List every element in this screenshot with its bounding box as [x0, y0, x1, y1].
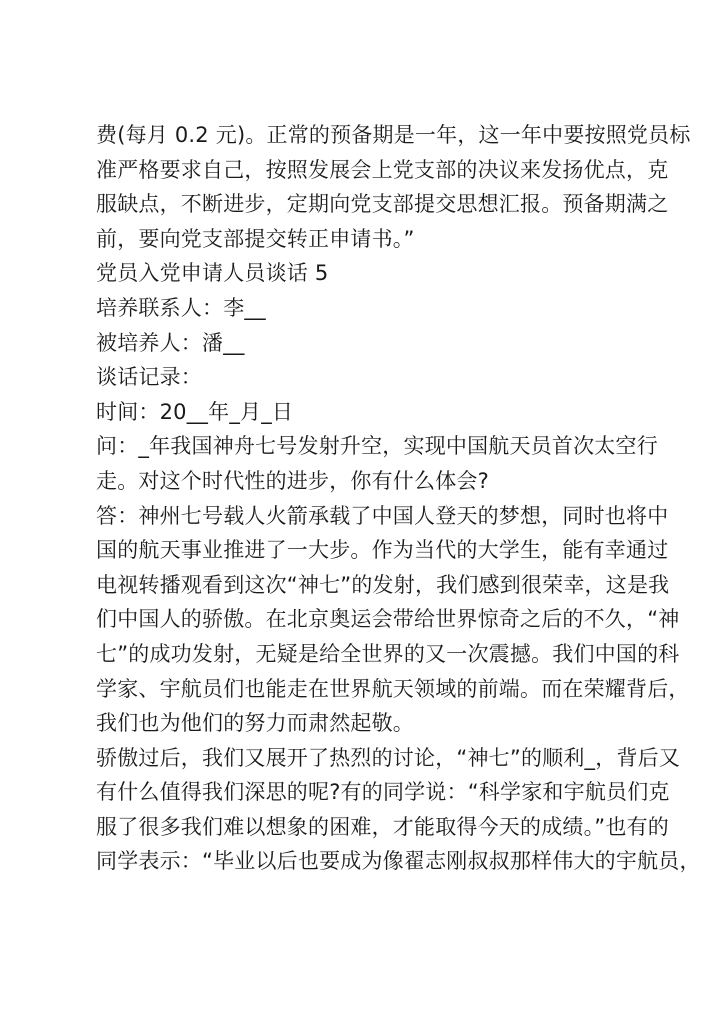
- record-label: 谈话记录：: [96, 365, 202, 390]
- answer-line: 们中国人的骄傲。在北京奥运会带给世界惊奇之后的不久，“神: [96, 607, 680, 632]
- question-line: 问：_年我国神舟七号发射升空，实现中国航天员首次太空行: [96, 434, 658, 459]
- answer-line: 七”的成功发射，无疑是给全世界的又一次震撼。我们中国的科: [96, 641, 680, 666]
- section-title: 党员入党申请人员谈话 5: [96, 261, 329, 286]
- text-line: 同学表示：“毕业以后也要成为像翟志刚叔叔那样伟大的宇航员，: [96, 849, 701, 874]
- trainee-line: 被培养人：潘__: [96, 330, 245, 355]
- mentor-line: 培养联系人：李__: [96, 295, 266, 320]
- answer-line: 学家、宇航员们也能走在世界航天领域的前端。而在荣耀背后，: [96, 676, 690, 701]
- document-body: [96, 118, 701, 879]
- answer-line: 答：神州七号载人火箭承载了中国人登天的梦想，同时也将中: [96, 503, 669, 528]
- answer-line: 我们也为他们的努力而肃然起敬。: [96, 711, 414, 736]
- question-line: 走。对这个时代性的进步，你有什么体会?: [96, 468, 489, 493]
- text-line: 前，要向党支部提交转正申请书。”: [96, 226, 415, 251]
- text-line: 骄傲过后，我们又展开了热烈的讨论，“神七”的顺利_，背后又: [96, 745, 681, 770]
- answer-line: 国的航天事业推进了一大步。作为当代的大学生，能有幸通过: [96, 538, 669, 563]
- text-line: 准严格要求自己，按照发展会上党支部的决议来发扬优点，克: [96, 157, 669, 182]
- text-line: 有什么值得我们深思的呢?有的同学说：“科学家和宇航员们克: [96, 780, 670, 805]
- time-line: 时间：20__年_月_日: [96, 399, 294, 424]
- text-line: 服缺点，不断进步，定期向党支部提交思想汇报。预备期满之: [96, 192, 669, 217]
- answer-line: 电视转播观看到这次“神七”的发射，我们感到很荣幸，这是我: [96, 572, 670, 597]
- text-line: 服了很多我们难以想象的困难，才能取得今天的成绩。”也有的: [96, 814, 669, 839]
- text-line: 费(每月 0.2 元)。正常的预备期是一年，这一年中要按照党员标: [96, 123, 691, 147]
